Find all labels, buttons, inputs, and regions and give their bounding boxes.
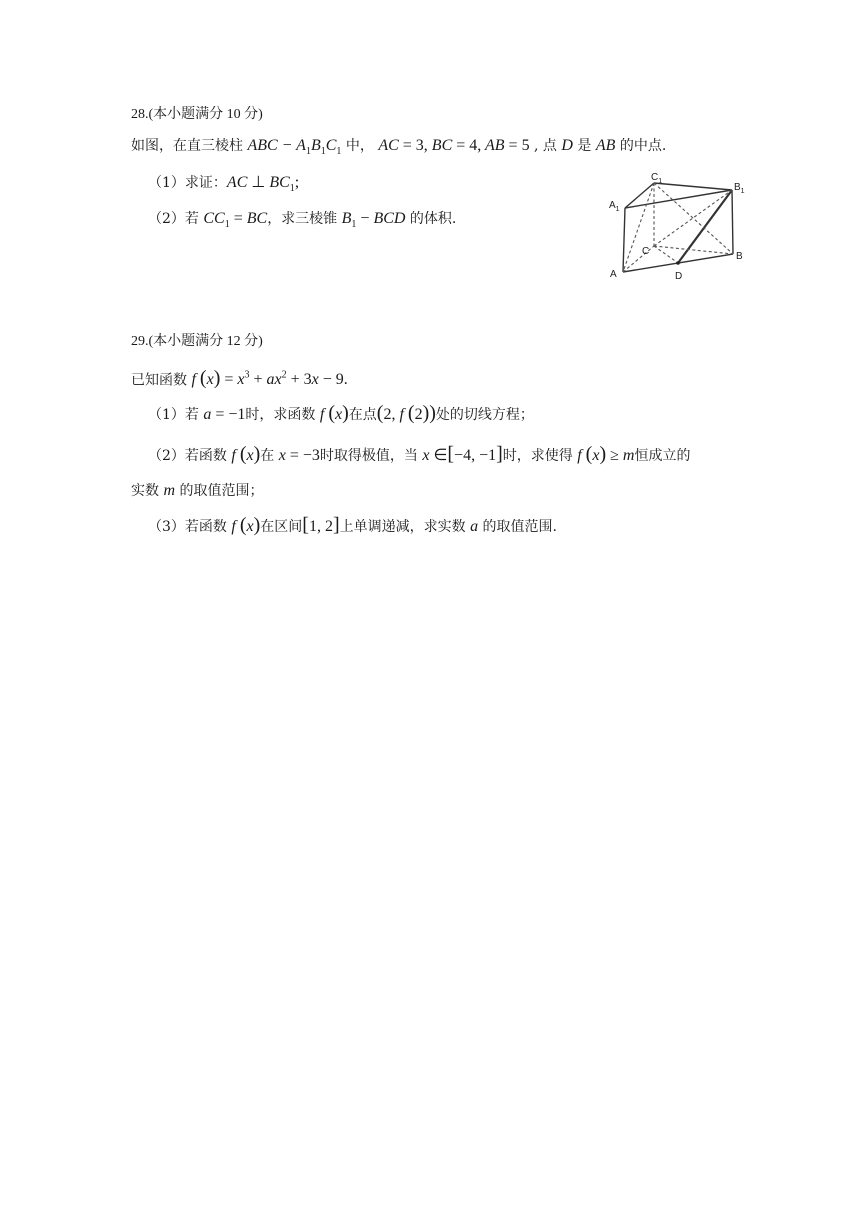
q29-part1-fx: f (x) <box>319 402 349 424</box>
q28-part1-formula: AC ⊥ $BC_1$; <box>226 174 300 195</box>
q29-part2-text: 时取得极值，当 <box>319 448 423 464</box>
q28-intro-text: , 点 <box>529 138 562 154</box>
q29-part3-fx: f (x) <box>231 514 261 536</box>
q29-part3-text: 上单调递减，求实数 <box>339 519 471 535</box>
q29-intro-text: 已知函数 <box>131 372 192 389</box>
q29-part2-interval: x ∈[−4, −1] <box>422 443 503 465</box>
q28-part2-label: （2）若 <box>148 211 204 227</box>
q28-part2-text: ，求三棱锥 <box>267 211 342 227</box>
label-c1: $C_1$ <box>651 172 663 185</box>
q28-part1-label: （1）求证： <box>148 175 227 191</box>
q29-part3 <box>148 514 557 538</box>
q29-part3-text: 的取值范围. <box>478 519 557 535</box>
q29-part3-label: （3）若函数 <box>148 519 232 535</box>
point-d-dot <box>676 261 680 265</box>
q28-part2 <box>148 208 456 236</box>
pyramid-name: $B_1$ − BCD <box>341 210 406 231</box>
edge-cb <box>654 246 733 254</box>
label-a1: $A_1$ <box>609 200 620 213</box>
q29-part2-text: 的取值范围； <box>175 483 264 499</box>
q29-part2-extremum: x = −3 <box>278 447 320 464</box>
label-d: D <box>675 271 683 282</box>
q29-part2 <box>148 443 690 467</box>
q29-part1-condition: a = −1 <box>203 406 246 423</box>
q29-part1-point: (2, f (2)) <box>376 402 436 424</box>
segment-ab: AB <box>595 137 616 154</box>
label-c: C <box>642 246 650 257</box>
prism-name: ABC − $A_1B_1C_1$ <box>247 137 342 158</box>
q29-header: 29.(本小题满分 12 分) <box>131 334 263 349</box>
q28-intro-text: 如图，在直三棱柱 <box>131 138 248 154</box>
variable-a: a <box>470 518 479 535</box>
edge-cd <box>654 246 678 263</box>
point-d: D <box>561 137 573 154</box>
label-a: A <box>610 269 617 280</box>
q29-part1-label: （1）若 <box>148 407 204 423</box>
q29-part2-inequality: f (x) ≥ m <box>577 443 635 465</box>
q28-part1 <box>148 172 299 200</box>
variable-m: m <box>163 482 176 499</box>
q29-part1-text: 在点 <box>348 407 377 423</box>
q28-intro-text: 中， <box>341 138 379 154</box>
q29-part1-text: 时，求函数 <box>245 407 320 423</box>
q28-intro-text: 是 <box>572 138 596 154</box>
edge-aa1 <box>623 208 625 272</box>
q29-part2-text: 实数 <box>131 483 164 499</box>
q29-part1 <box>148 402 534 426</box>
label-b1: $B_1$ <box>734 182 745 195</box>
q28-intro <box>131 135 666 163</box>
function-definition: f $(x) = x^3 + ax^2 + 3x - 9$. <box>191 367 348 390</box>
q29-part2-text: 恒成立的 <box>634 448 691 464</box>
q28-part2-condition: $CC_1$ = BC <box>203 210 268 231</box>
q29-part3-text: 在区间 <box>260 519 303 535</box>
prism-figure <box>604 168 754 286</box>
q28-header: 28.(本小题满分 10 分) <box>131 107 263 122</box>
edge-b1d <box>678 190 732 263</box>
q28-part2-text: 的体积. <box>405 211 457 227</box>
edge-c1b1 <box>654 183 732 190</box>
q29-part2-continued <box>131 480 263 502</box>
q29-part3-interval: [1, 2] <box>302 514 340 536</box>
q29-part2-text: 时，求使得 <box>502 448 578 464</box>
side-lengths: AC = 3, BC = 4, AB = 5 <box>378 137 530 154</box>
q29-part2-text: 在 <box>260 448 279 464</box>
q29-part2-fx: f (x) <box>231 443 261 465</box>
q29-intro <box>131 365 348 391</box>
label-b: B <box>736 251 743 262</box>
q29-part2-label: （2）若函数 <box>148 448 232 464</box>
q28-intro-text: 的中点. <box>615 138 667 154</box>
edge-bb1 <box>732 190 733 254</box>
q29-part1-text: 处的切线方程； <box>435 407 534 423</box>
